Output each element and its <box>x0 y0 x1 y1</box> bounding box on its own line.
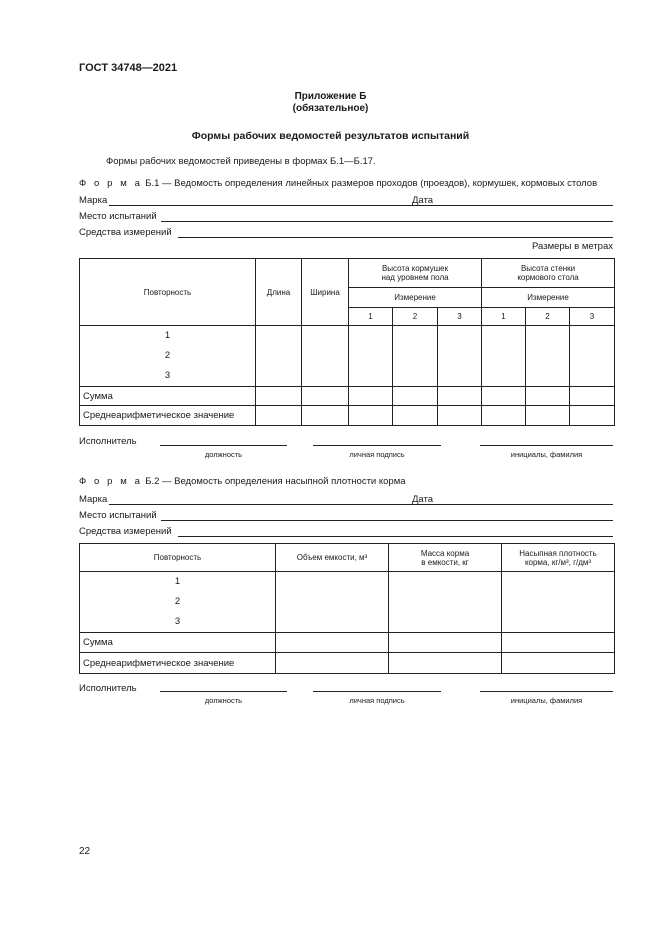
table-cell[interactable] <box>349 406 393 426</box>
form1-col-feeder-height-l1: Высота кормушек <box>381 264 449 273</box>
form1-signature-line[interactable] <box>313 444 441 446</box>
table-cell[interactable] <box>502 633 615 653</box>
form2-tools-line[interactable] <box>178 526 613 537</box>
table-cell[interactable] <box>276 572 389 633</box>
table-cell[interactable] <box>389 653 502 674</box>
table-cell[interactable] <box>393 387 438 406</box>
form2-date-label: Дата <box>412 494 434 505</box>
table-cell[interactable] <box>526 326 570 387</box>
form2-col-density-l1: Насыпная плотность <box>519 548 597 558</box>
form1-caption-name: инициалы, фамилия <box>510 450 583 459</box>
table-cell[interactable] <box>302 406 349 426</box>
form2-repeat-numbers <box>80 572 276 633</box>
form2-row-3: 3 <box>174 616 181 627</box>
form2-col-volume: Объем емкости, м³ <box>276 544 389 572</box>
table-cell[interactable] <box>256 406 302 426</box>
form2-col-mass-l2: в емкости, кг <box>421 557 469 567</box>
form1-col-wall-height <box>482 259 615 288</box>
form1-table <box>79 258 615 426</box>
form1-col-feeder-height-l2: над уровнем пола <box>381 273 449 282</box>
intro-text: Формы рабочих ведомостей приведены в формах Б.1—Б.17. <box>106 156 376 167</box>
form2-caption-position: должность <box>204 696 243 705</box>
appendix-status: (обязательное) <box>292 103 369 114</box>
form2-col-mass <box>389 544 502 572</box>
table-cell[interactable] <box>570 326 615 387</box>
form1-units: Размеры в метрах <box>532 241 613 252</box>
form1-caption-signature: личная подпись <box>349 450 405 459</box>
section-title: Формы рабочих ведомостей результатов испытаний <box>191 130 470 142</box>
form2-col-repeat: Повторность <box>80 544 276 572</box>
form1-position-line[interactable] <box>160 444 287 446</box>
form1-row-1: 1 <box>164 330 171 341</box>
form1-col-repeat: Повторность <box>80 259 256 326</box>
form1-tools-label: Средства измерений <box>79 227 172 238</box>
form2-executor-label: Исполнитель <box>79 683 137 694</box>
form2-tools-label: Средства измерений <box>79 526 172 537</box>
form1-feeder-sub-2: 2 <box>393 308 438 326</box>
form2-caption-signature: личная подпись <box>349 696 405 705</box>
form1-caption: Б.1 — Ведомость определения линейных размеров проходов (проездов), кормушек, кормовых столов <box>145 178 598 189</box>
form1-wall-sub-1: 1 <box>482 308 526 326</box>
form2-signature-line[interactable] <box>313 690 441 692</box>
form2-tools-row <box>79 526 613 540</box>
form2-caption: Б.2 — Ведомость определения насыпной плотности корма <box>145 476 406 487</box>
form1-col-wall-height-l2: кормового стола <box>517 273 579 282</box>
page-number: 22 <box>79 846 91 857</box>
table-cell[interactable] <box>302 387 349 406</box>
form2-position-line[interactable] <box>160 690 287 692</box>
form1-name-line[interactable] <box>480 444 613 446</box>
table-cell[interactable] <box>393 326 438 387</box>
form1-place-line[interactable] <box>161 211 613 222</box>
form2-brand-label: Марка <box>79 494 108 505</box>
table-cell[interactable] <box>276 653 389 674</box>
form2-mean-label: Среднеарифметическое значение <box>80 653 276 674</box>
form2-place-row <box>79 510 613 524</box>
table-cell[interactable] <box>526 406 570 426</box>
form1-wall-sub-3: 3 <box>570 308 615 326</box>
table-cell[interactable] <box>389 572 502 633</box>
table-cell[interactable] <box>526 387 570 406</box>
table-cell[interactable] <box>438 326 482 387</box>
form1-repeat-numbers <box>80 326 256 387</box>
form1-brand-row <box>79 195 613 209</box>
form1-row-2: 2 <box>164 350 171 361</box>
form1-tools-row <box>79 227 613 241</box>
table-cell[interactable] <box>302 326 349 387</box>
form1-date-label: Дата <box>412 195 434 206</box>
form1-col-length: Длина <box>256 259 302 326</box>
table-cell[interactable] <box>482 387 526 406</box>
table-cell[interactable] <box>482 326 526 387</box>
form2-col-density <box>502 544 615 572</box>
form2-name-line[interactable] <box>480 690 613 692</box>
form1-wall-measure: Измерение <box>482 288 615 308</box>
form2-caption-line <box>79 476 406 487</box>
appendix-title: Приложение Б <box>294 91 367 102</box>
table-cell[interactable] <box>570 406 615 426</box>
table-cell[interactable] <box>502 653 615 674</box>
table-cell[interactable] <box>276 633 389 653</box>
table-cell[interactable] <box>349 326 393 387</box>
form2-table <box>79 543 615 674</box>
table-cell[interactable] <box>349 387 393 406</box>
form2-brand-row <box>79 494 613 508</box>
table-cell[interactable] <box>256 326 302 387</box>
form1-brand-label: Марка <box>79 195 108 206</box>
table-cell[interactable] <box>438 387 482 406</box>
form2-row-2: 2 <box>174 596 181 607</box>
table-cell[interactable] <box>256 387 302 406</box>
form1-place-row <box>79 211 613 225</box>
form1-sum-label: Сумма <box>80 387 256 406</box>
form1-feeder-measure: Измерение <box>349 288 482 308</box>
form1-feeder-sub-3: 3 <box>438 308 482 326</box>
form1-col-width: Ширина <box>302 259 349 326</box>
form1-caption-line <box>79 178 597 189</box>
form2-sum-label: Сумма <box>80 633 276 653</box>
form2-col-density-l2: корма, кг/м³, г/дм³ <box>524 557 592 567</box>
form1-tools-line[interactable] <box>178 227 613 238</box>
form1-feeder-sub-1: 1 <box>349 308 393 326</box>
form1-row-3: 3 <box>164 370 171 381</box>
form2-place-line[interactable] <box>161 510 613 521</box>
form1-caption-position: должность <box>204 450 243 459</box>
document-id: ГОСТ 34748—2021 <box>79 62 178 74</box>
form1-col-feeder-height <box>349 259 482 288</box>
table-cell[interactable] <box>389 633 502 653</box>
table-cell[interactable] <box>570 387 615 406</box>
form1-date-line[interactable] <box>439 195 613 206</box>
table-cell[interactable] <box>438 406 482 426</box>
form1-place-label: Место испытаний <box>79 211 157 222</box>
form2-label: Ф о р м а <box>79 476 143 487</box>
form2-place-label: Место испытаний <box>79 510 157 521</box>
form1-wall-sub-2: 2 <box>526 308 570 326</box>
form2-col-mass-l1: Масса корма <box>420 548 470 558</box>
form1-executor-label: Исполнитель <box>79 436 137 447</box>
form1-col-wall-height-l1: Высота стенки <box>520 264 576 273</box>
table-cell[interactable] <box>482 406 526 426</box>
table-cell[interactable] <box>393 406 438 426</box>
form2-caption-name: инициалы, фамилия <box>510 696 583 705</box>
form1-label: Ф о р м а <box>79 178 143 189</box>
table-cell[interactable] <box>502 572 615 633</box>
form2-date-line[interactable] <box>439 494 613 505</box>
form1-mean-label: Среднеарифметическое значение <box>80 406 256 426</box>
form2-row-1: 1 <box>174 576 181 587</box>
